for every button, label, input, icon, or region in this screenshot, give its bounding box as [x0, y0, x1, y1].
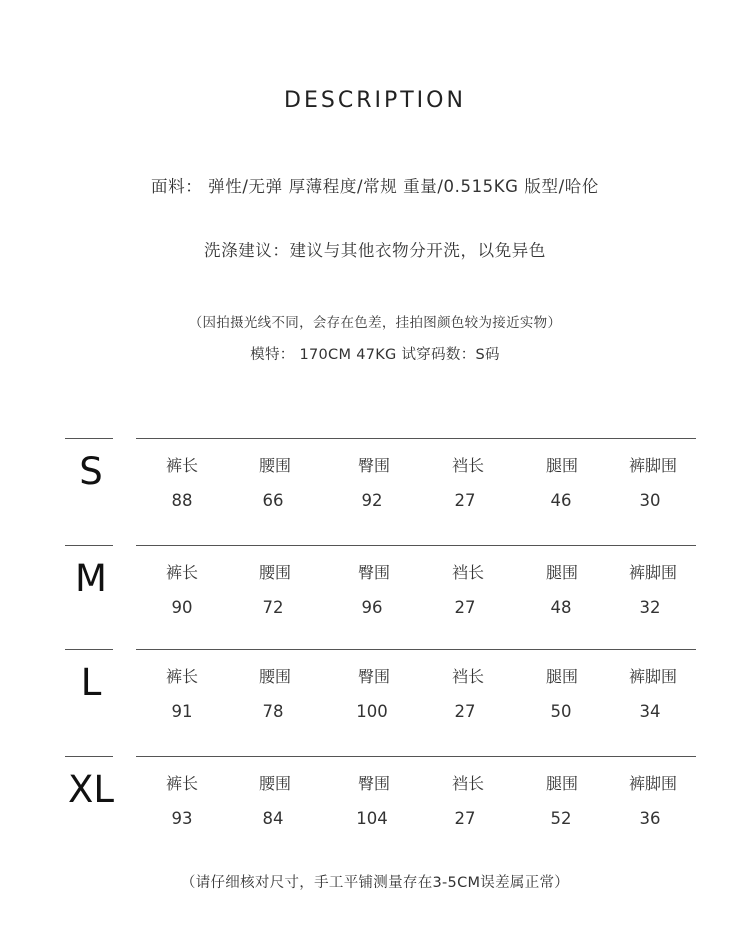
column-header-thigh: 腿围 — [545, 774, 578, 793]
column-header-pants-length: 裤长 — [165, 456, 198, 475]
value-rise: 27 — [454, 809, 476, 828]
divider — [65, 438, 113, 439]
value-thigh: 52 — [550, 809, 572, 828]
value-pants-length: 90 — [171, 598, 193, 617]
page-title: DESCRIPTION — [284, 88, 466, 113]
column-header-rise: 裆长 — [451, 456, 484, 475]
value-leg-opening: 36 — [639, 809, 661, 828]
value-hip: 100 — [356, 702, 388, 721]
value-waist: 78 — [262, 702, 284, 721]
value-rise: 27 — [454, 598, 476, 617]
value-pants-length: 93 — [171, 809, 193, 828]
color-difference-note: （因拍摄光线不同，会存在色差，挂拍图颜色较为接近实物） — [188, 315, 562, 331]
washing-advice: 洗涤建议：建议与其他衣物分开洗，以免异色 — [204, 241, 546, 260]
column-header-pants-length: 裤长 — [165, 774, 198, 793]
column-header-leg-opening: 裤脚围 — [628, 456, 677, 475]
divider — [136, 649, 696, 650]
value-hip: 92 — [361, 491, 383, 510]
model-info: 模特： 170CM 47KG 试穿码数：S码 — [250, 347, 500, 363]
value-pants-length: 88 — [171, 491, 193, 510]
column-header-pants-length: 裤长 — [165, 563, 198, 582]
measurement-note: （请仔细核对尺寸，手工平铺测量存在3-5CM误差属正常） — [180, 875, 570, 891]
value-hip: 96 — [361, 598, 383, 617]
value-leg-opening: 34 — [639, 702, 661, 721]
divider — [136, 438, 696, 439]
divider — [65, 649, 113, 650]
column-header-thigh: 腿围 — [545, 563, 578, 582]
column-header-leg-opening: 裤脚围 — [628, 774, 677, 793]
value-thigh: 46 — [550, 491, 572, 510]
size-label: L — [80, 661, 102, 704]
column-header-thigh: 腿围 — [545, 667, 578, 686]
size-label: S — [79, 450, 103, 493]
value-leg-opening: 32 — [639, 598, 661, 617]
column-header-rise: 裆长 — [451, 774, 484, 793]
divider — [136, 545, 696, 546]
size-label: M — [75, 557, 107, 600]
fabric-info: 面料： 弹性/无弹 厚薄程度/常规 重量/0.515KG 版型/哈伦 — [151, 177, 599, 196]
value-rise: 27 — [454, 491, 476, 510]
value-rise: 27 — [454, 702, 476, 721]
divider — [65, 756, 113, 757]
value-waist: 84 — [262, 809, 284, 828]
column-header-waist: 腰围 — [258, 456, 291, 475]
divider — [136, 756, 696, 757]
column-header-thigh: 腿围 — [545, 456, 578, 475]
value-thigh: 48 — [550, 598, 572, 617]
value-waist: 72 — [262, 598, 284, 617]
column-header-waist: 腰围 — [258, 667, 291, 686]
column-header-leg-opening: 裤脚围 — [628, 563, 677, 582]
column-header-hip: 臀围 — [357, 667, 390, 686]
column-header-hip: 臀围 — [357, 456, 390, 475]
column-header-rise: 裆长 — [451, 563, 484, 582]
value-hip: 104 — [356, 809, 388, 828]
column-header-waist: 腰围 — [258, 774, 291, 793]
column-header-pants-length: 裤长 — [165, 667, 198, 686]
size-label: XL — [68, 768, 114, 811]
value-thigh: 50 — [550, 702, 572, 721]
column-header-leg-opening: 裤脚围 — [628, 667, 677, 686]
value-pants-length: 91 — [171, 702, 193, 721]
divider — [65, 545, 113, 546]
column-header-hip: 臀围 — [357, 774, 390, 793]
value-waist: 66 — [262, 491, 284, 510]
column-header-waist: 腰围 — [258, 563, 291, 582]
column-header-rise: 裆长 — [451, 667, 484, 686]
value-leg-opening: 30 — [639, 491, 661, 510]
column-header-hip: 臀围 — [357, 563, 390, 582]
